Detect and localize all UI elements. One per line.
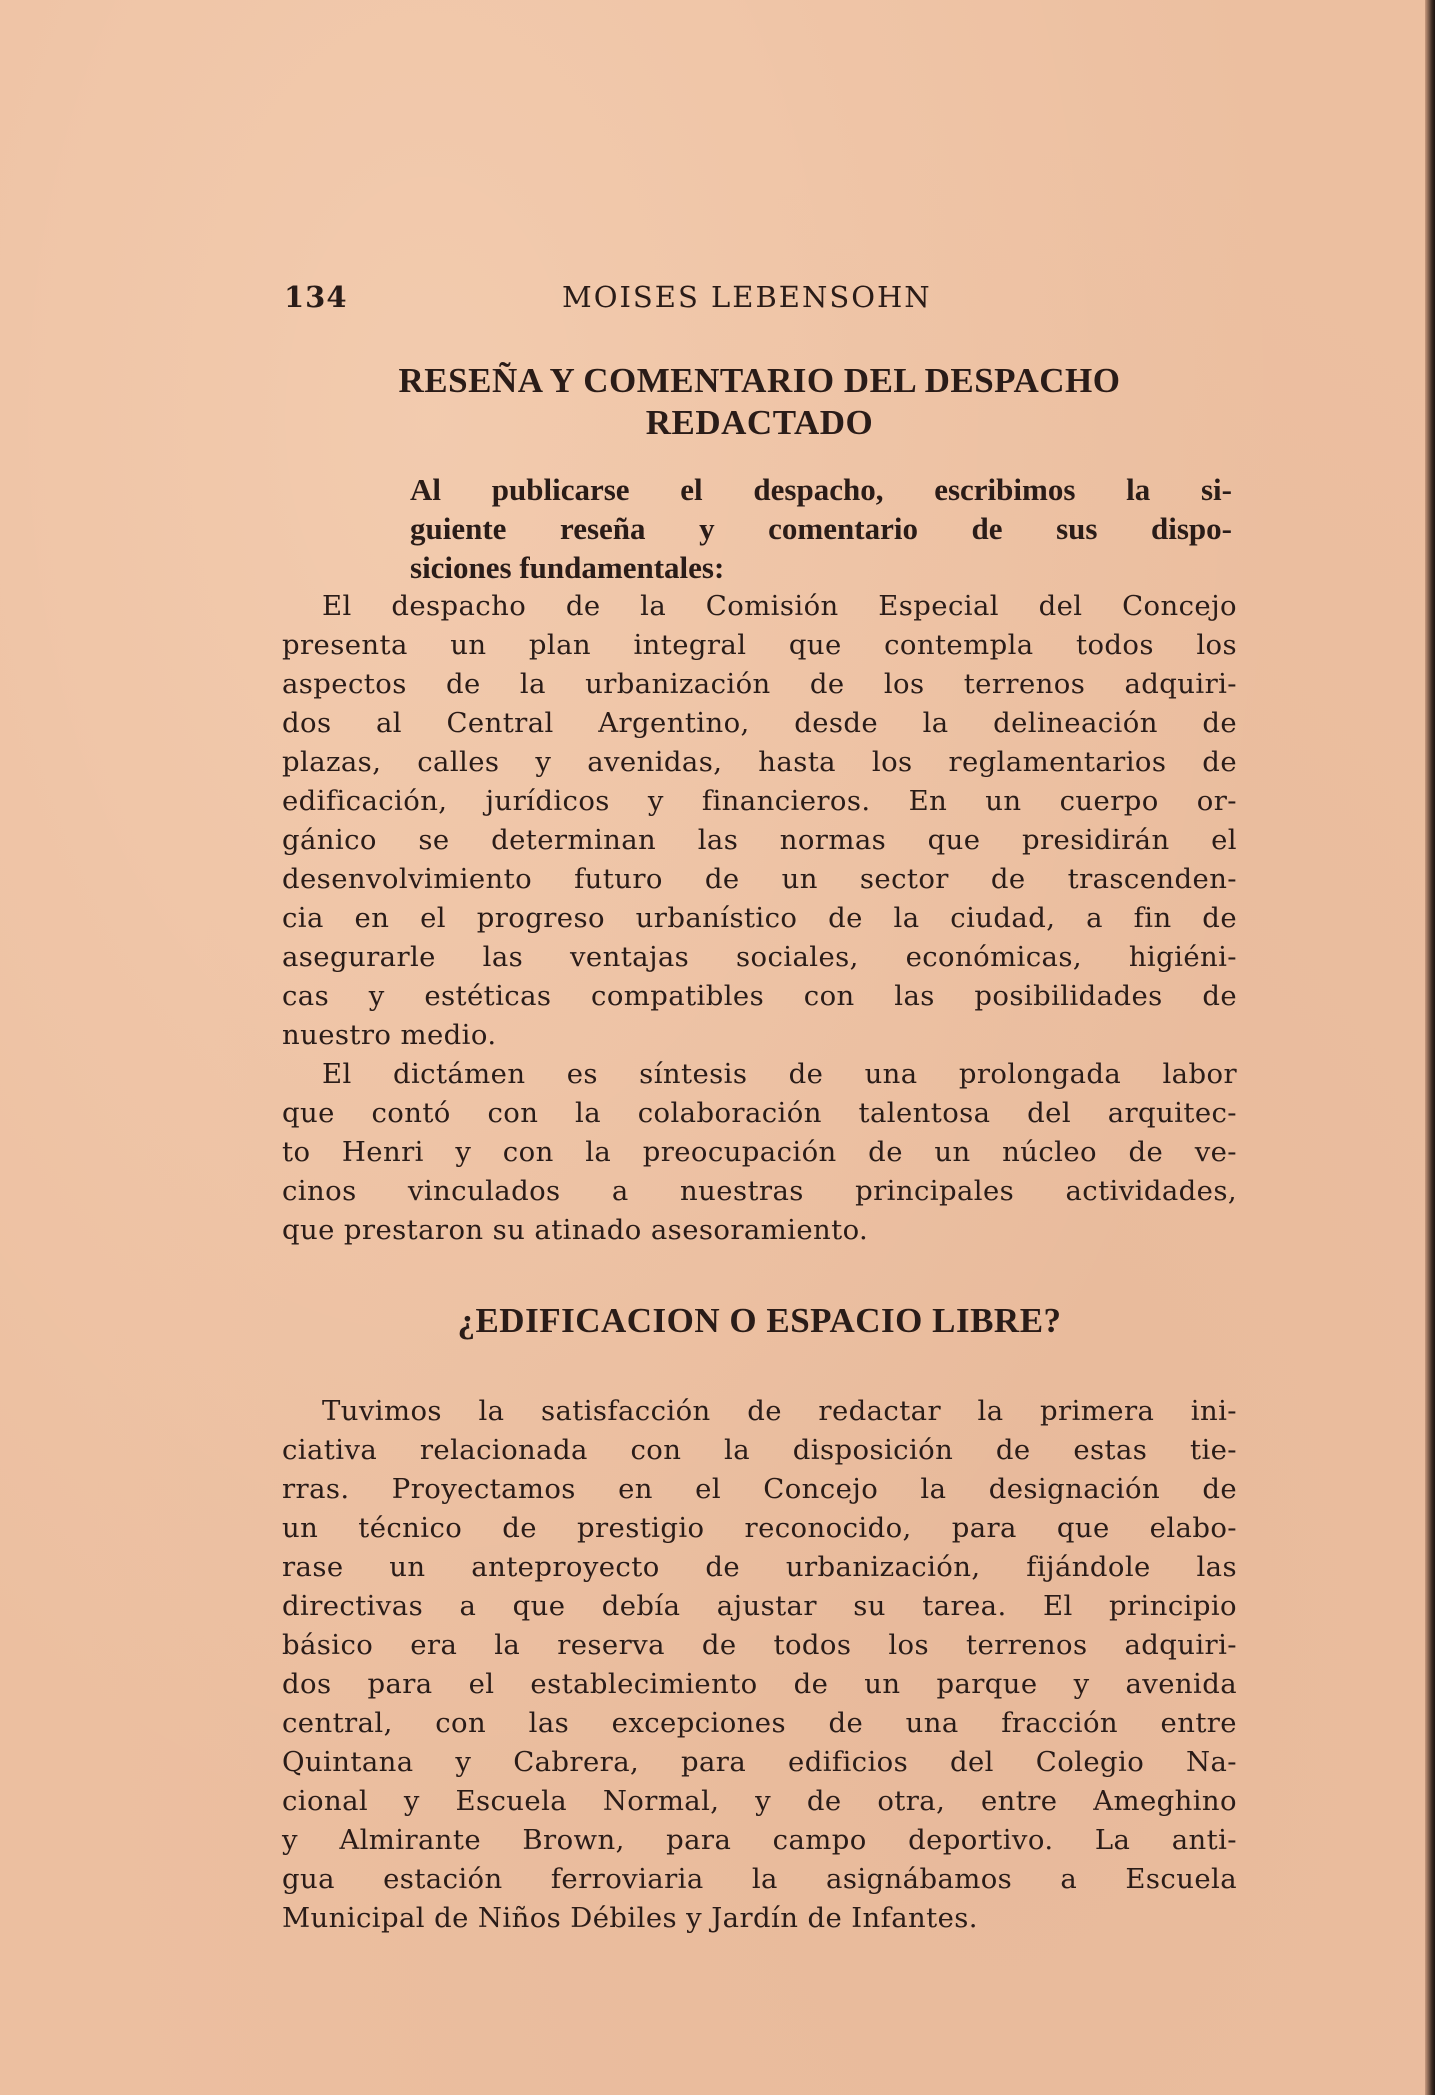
text-line: to Henri y con la preocupación de un núcleo de ve- (282, 1136, 1237, 1168)
chapter-title-line: REDACTADO (645, 403, 874, 442)
text-line: rras. Proyectamos en el Concejo la designación de (282, 1473, 1237, 1505)
text-line: gánico se determinan las normas que presidirán el (282, 824, 1237, 856)
intro-paragraph (410, 470, 1232, 587)
text-line: El despacho de la Comisión Especial del Concejo (322, 590, 1237, 622)
text-line: Quintana y Cabrera, para edificios del Colegio Na- (282, 1746, 1237, 1778)
text-line: un técnico de prestigio reconocido, para que elabo- (282, 1512, 1237, 1544)
text-line: que contó con la colaboración talentosa del arquitec- (282, 1097, 1237, 1129)
text-line: aspectos de la urbanización de los terrenos adquiri- (282, 668, 1237, 700)
text-line: Municipal de Niños Débiles y Jardín de Infantes. (282, 1902, 978, 1934)
section-heading: ¿EDIFICACION O ESPACIO LIBRE? (457, 1301, 1062, 1340)
text-line: cinos vinculados a nuestras principales actividades, (282, 1175, 1237, 1207)
paragraph-1 (282, 587, 1237, 1055)
running-head (282, 280, 1237, 320)
text-line: plazas, calles y avenidas, hasta los reglamentarios de (282, 746, 1237, 778)
text-line: Al publicarse el despacho, escribimos la si- (410, 472, 1232, 507)
text-line: que prestaron su atinado asesoramiento. (282, 1214, 869, 1246)
text-line: directivas a que debía ajustar su tarea. El principio (282, 1590, 1237, 1622)
book-page (282, 280, 1237, 1934)
text-line: gua estación ferroviaria la asignábamos a Escuela (282, 1863, 1237, 1895)
text-line: desenvolvimiento futuro de un sector de trascenden- (282, 863, 1237, 895)
chapter-title-line: RESEÑA Y COMENTARIO DEL DESPACHO (398, 361, 1121, 400)
text-line: básico era la reserva de todos los terrenos adquiri- (282, 1629, 1237, 1661)
text-line: asegurarle las ventajas sociales, económicas, higiéni- (282, 941, 1237, 973)
running-head-author: MOISES LEBENSOHN (562, 280, 932, 314)
text-line: guiente reseña y comentario de sus dispo- (410, 511, 1232, 546)
text-line: y Almirante Brown, para campo deportivo. La anti- (282, 1824, 1237, 1856)
text-line: cas y estéticas compatibles con las posibilidades de (282, 980, 1237, 1012)
text-line: El dictámen es síntesis de una prolongada labor (322, 1058, 1237, 1090)
text-line: siciones fundamentales: (410, 550, 725, 585)
paragraph-2 (282, 1055, 1237, 1250)
chapter-title (282, 360, 1237, 444)
text-line: cia en el progreso urbanístico de la ciudad, a fin de (282, 902, 1237, 934)
text-line: dos para el establecimiento de un parque y avenida (282, 1668, 1237, 1700)
paragraph-3 (282, 1392, 1237, 1938)
text-line: rase un anteproyecto de urbanización, fijándole las (282, 1551, 1237, 1583)
text-line: ciativa relacionada con la disposición de estas tie- (282, 1434, 1237, 1466)
text-line: dos al Central Argentino, desde la delineación de (282, 707, 1237, 739)
text-line: nuestro medio. (282, 1019, 497, 1051)
page-number: 134 (284, 280, 348, 314)
text-line: central, con las excepciones de una fracción entre (282, 1707, 1237, 1739)
text-line: Tuvimos la satisfacción de redactar la primera ini- (322, 1395, 1237, 1427)
page-edge-shadow (1425, 0, 1435, 2095)
text-line: edificación, jurídicos y financieros. En un cuerpo or- (282, 785, 1237, 817)
text-line: presenta un plan integral que contempla todos los (282, 629, 1237, 661)
text-line: cional y Escuela Normal, y de otra, entre Ameghino (282, 1785, 1237, 1817)
